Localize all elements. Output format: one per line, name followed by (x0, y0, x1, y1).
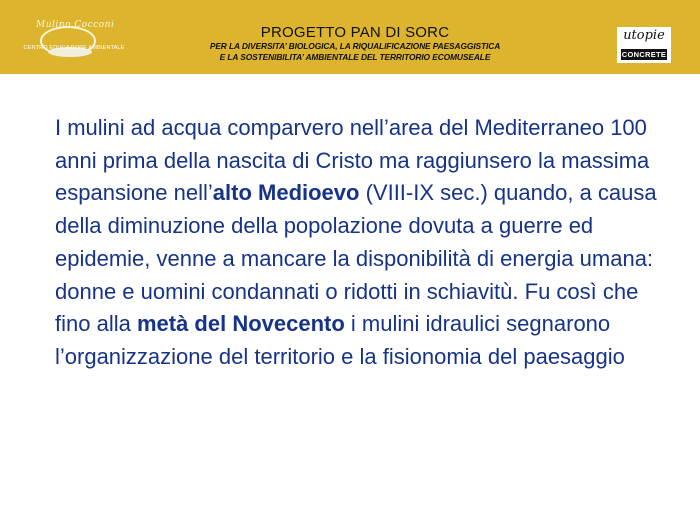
emphasis-meta-novecento: metà del Novecento (136, 311, 345, 337)
logo-caption: CENTRO EDUCAZIONE AMBIENTALE (23, 45, 125, 51)
main-paragraph (55, 112, 675, 374)
header-bar (0, 0, 700, 74)
project-title: PROGETTO PAN DI SORC (260, 24, 450, 41)
paragraph-text: i mulini idraulici segnarono l’organizzazione del territorio e la fisionomia del paesaggio (55, 311, 625, 369)
logo-word: utopie (623, 28, 665, 43)
logo-script-text: Mulino Cocconi (36, 20, 115, 30)
paragraph-text: I mulini ad acqua comparvero nell’area del Mediterraneo 100 anni prima della nascita di Cristo ma raggiunsero la massima espansione nell’ (55, 115, 650, 206)
paragraph-text: (VIII-IX sec.) quando, a causa della diminuzione della popolazione dovuta a guerre ed epidemie, venne a mancare la disponibilità di energia umana: donne e uomini condannati o ridotti in schiavitù. Fu così che fino alla (55, 180, 657, 337)
project-subtitle-line2: E LA SOSTENIBILITA’ AMBIENTALE DEL TERRITORIO ECOMUSEALE (219, 52, 491, 62)
ecomuseum-logo (18, 20, 130, 62)
logo-bar-text: CONCRETE (621, 50, 667, 59)
emphasis-alto-medioevo: alto Medioevo (212, 180, 360, 206)
title-block (140, 24, 570, 63)
utopie-concrete-logo (617, 27, 671, 63)
project-subtitle-line1: PER LA DIVERSITA’ BIOLOGICA, LA RIQUALIFICAZIONE PAESAGGISTICA (209, 41, 501, 51)
